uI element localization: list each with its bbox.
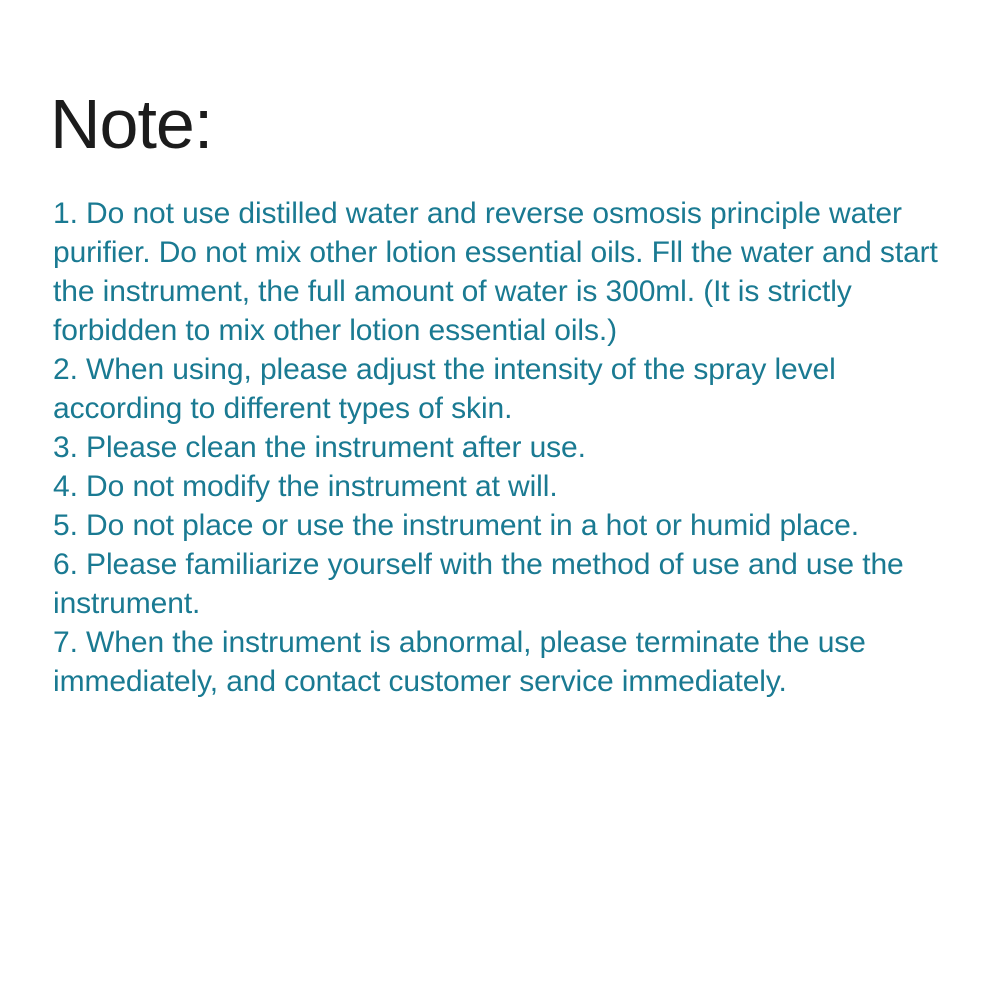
note-item-1: 1. Do not use distilled water and reverse osmosis principle water purifier. Do not mix other lotion essential oils. Fll the water and start the instrument, the full amount of water is 300ml. (It is strictly forbidden to mix other lotion essential oils.) <box>53 197 938 347</box>
note-item-5: 5. Do not place or use the instrument in a hot or humid place. <box>53 509 859 542</box>
note-item-6: 6. Please familiarize yourself with the method of use and use the instrument. <box>53 548 904 620</box>
note-item-4: 4. Do not modify the instrument at will. <box>53 470 558 503</box>
notes-list <box>53 194 953 701</box>
note-item-7: 7. When the instrument is abnormal, please terminate the use immediately, and contact customer service immediately. <box>53 626 866 698</box>
note-item-2: 2. When using, please adjust the intensity of the spray level according to different types of skin. <box>53 353 836 425</box>
page-title: Note: <box>50 85 213 163</box>
note-item-3: 3. Please clean the instrument after use. <box>53 431 586 464</box>
